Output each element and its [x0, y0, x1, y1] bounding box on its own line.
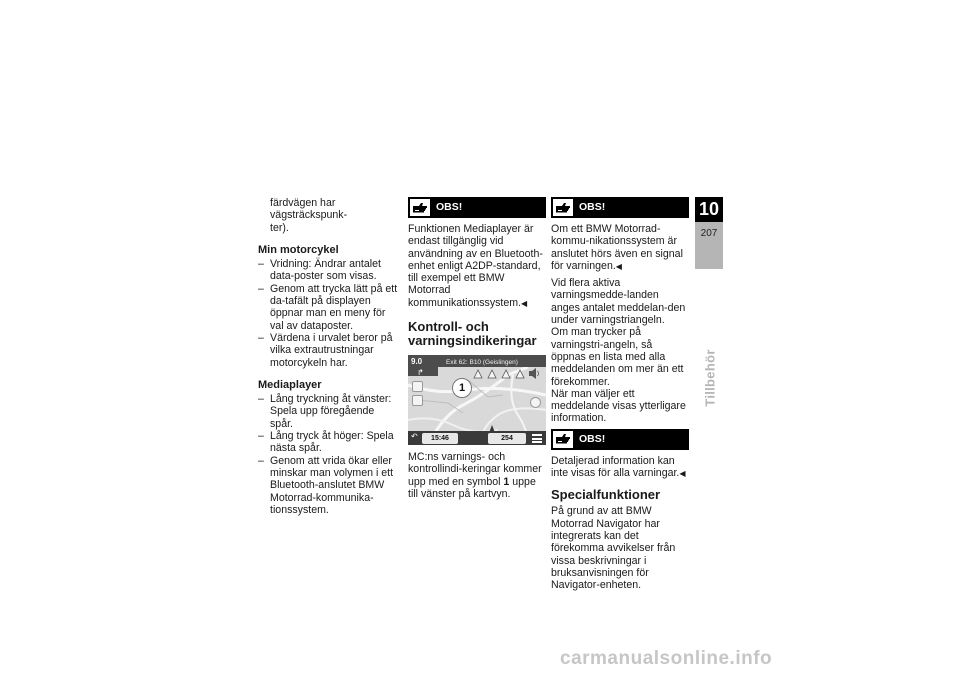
warnings-heading: Kontroll- och varningsindikeringar	[408, 319, 537, 349]
mediaplayer-heading: Mediaplayer	[258, 378, 322, 391]
warning-triangle-icon	[470, 369, 530, 379]
list-item: – Lång tryckning åt vänster: Spela upp föregående spår.	[258, 393, 400, 430]
obs-note-bar	[551, 197, 689, 218]
map-callout-1: 1	[452, 378, 472, 398]
map-exit-text: Exit 62: B10 (Geislingen)	[446, 359, 518, 367]
special-heading: Specialfunktioner	[551, 487, 661, 503]
watermark: carmanualsonline.info	[560, 648, 773, 669]
symbol-ref: 1	[503, 475, 510, 488]
close-icon	[530, 397, 541, 408]
obs-note-bar	[551, 429, 689, 450]
column-2	[408, 197, 546, 500]
obs-text: Funktionen Mediaplayer är endast tillgänglig vid användning av en Bluetooth-enhet enligt A2DP-standard, till exempel ett BMW Motorrad kommunikationssystem.◀	[408, 223, 543, 309]
list-item: – Genom att trycka lätt på ett da-tafält på displayen öppnar man en meny för val av dataposter.	[258, 283, 400, 332]
note-hand-icon	[553, 199, 573, 216]
paragraph: När man väljer ett meddelande visas ytterligare information.	[551, 387, 686, 425]
end-marker: ◀	[679, 469, 686, 479]
zoom-in-icon	[412, 381, 423, 392]
column-1	[258, 197, 400, 516]
chapter-tab	[695, 197, 723, 269]
special-text: På grund av att BMW Motorrad Navigator har integrerats kan det förekomma avvikelser från vissa beskrivningar i bruksanvisningen för Navigator-enheten.	[551, 505, 676, 592]
obs-label: OBS!	[436, 201, 463, 214]
motorcycle-heading: Min motorcykel	[258, 243, 339, 256]
obs-text: Detaljerad information kan inte visas för alla varningar.◀	[551, 454, 686, 480]
obs-label: OBS!	[579, 201, 606, 214]
speaker-icon	[528, 368, 540, 379]
continued-text: färdvägen har vägsträckspunk- ter).	[270, 197, 348, 234]
note-hand-icon	[410, 199, 430, 216]
back-icon: ↶	[411, 431, 418, 441]
navigation-map-image	[408, 355, 546, 445]
map-speed: 254	[488, 433, 526, 444]
end-marker: ◀	[615, 261, 622, 271]
obs-text: Om ett BMW Motorrad-kommu-nikationssystem är anslutet hörs även en signal för varningen.◀	[551, 223, 683, 272]
obs-note-bar	[408, 197, 546, 218]
page-number: 207	[700, 228, 718, 239]
chapter-number: 10	[695, 197, 723, 222]
list-item: – Lång tryck åt höger: Spela nästa spår.	[258, 430, 400, 455]
end-marker: ◀	[521, 298, 528, 308]
paragraph: Vid flera aktiva varningsmedde-landen anges antalet meddelan-den under varningstriangeln.	[551, 277, 686, 327]
zoom-out-icon	[412, 395, 423, 406]
menu-icon	[532, 434, 542, 443]
map-time: 15:46	[422, 433, 458, 444]
warnings-text: MC:ns varnings- och kontrollindi-keringar kommer upp med en symbol 1 uppe till vänster på kartvyn.	[408, 451, 542, 500]
turn-arrow-icon: ↱	[417, 368, 424, 378]
motorcycle-list	[258, 258, 400, 369]
column-3	[551, 197, 689, 591]
mediaplayer-list	[258, 393, 400, 516]
chapter-title: Tillbehör	[702, 349, 718, 407]
list-item: – Värdena i urvalet beror på vilka extrautrustningar motorcykeln har.	[258, 332, 400, 369]
list-item: – Vridning: Ändrar antalet data-poster som visas.	[258, 258, 400, 283]
obs-label: OBS!	[579, 433, 606, 446]
list-item: – Genom att vrida ökar eller minskar man volymen i ett Bluetooth-anslutet BMW Motorrad-kommunika-tionssystem.	[258, 455, 400, 516]
map-distance: 9.0	[411, 357, 423, 367]
paragraph: Om man trycker på varningstri-angeln, så öppnas en lista med alla meddelanden om mer än ett förekommer.	[551, 326, 684, 388]
note-hand-icon	[553, 431, 573, 448]
